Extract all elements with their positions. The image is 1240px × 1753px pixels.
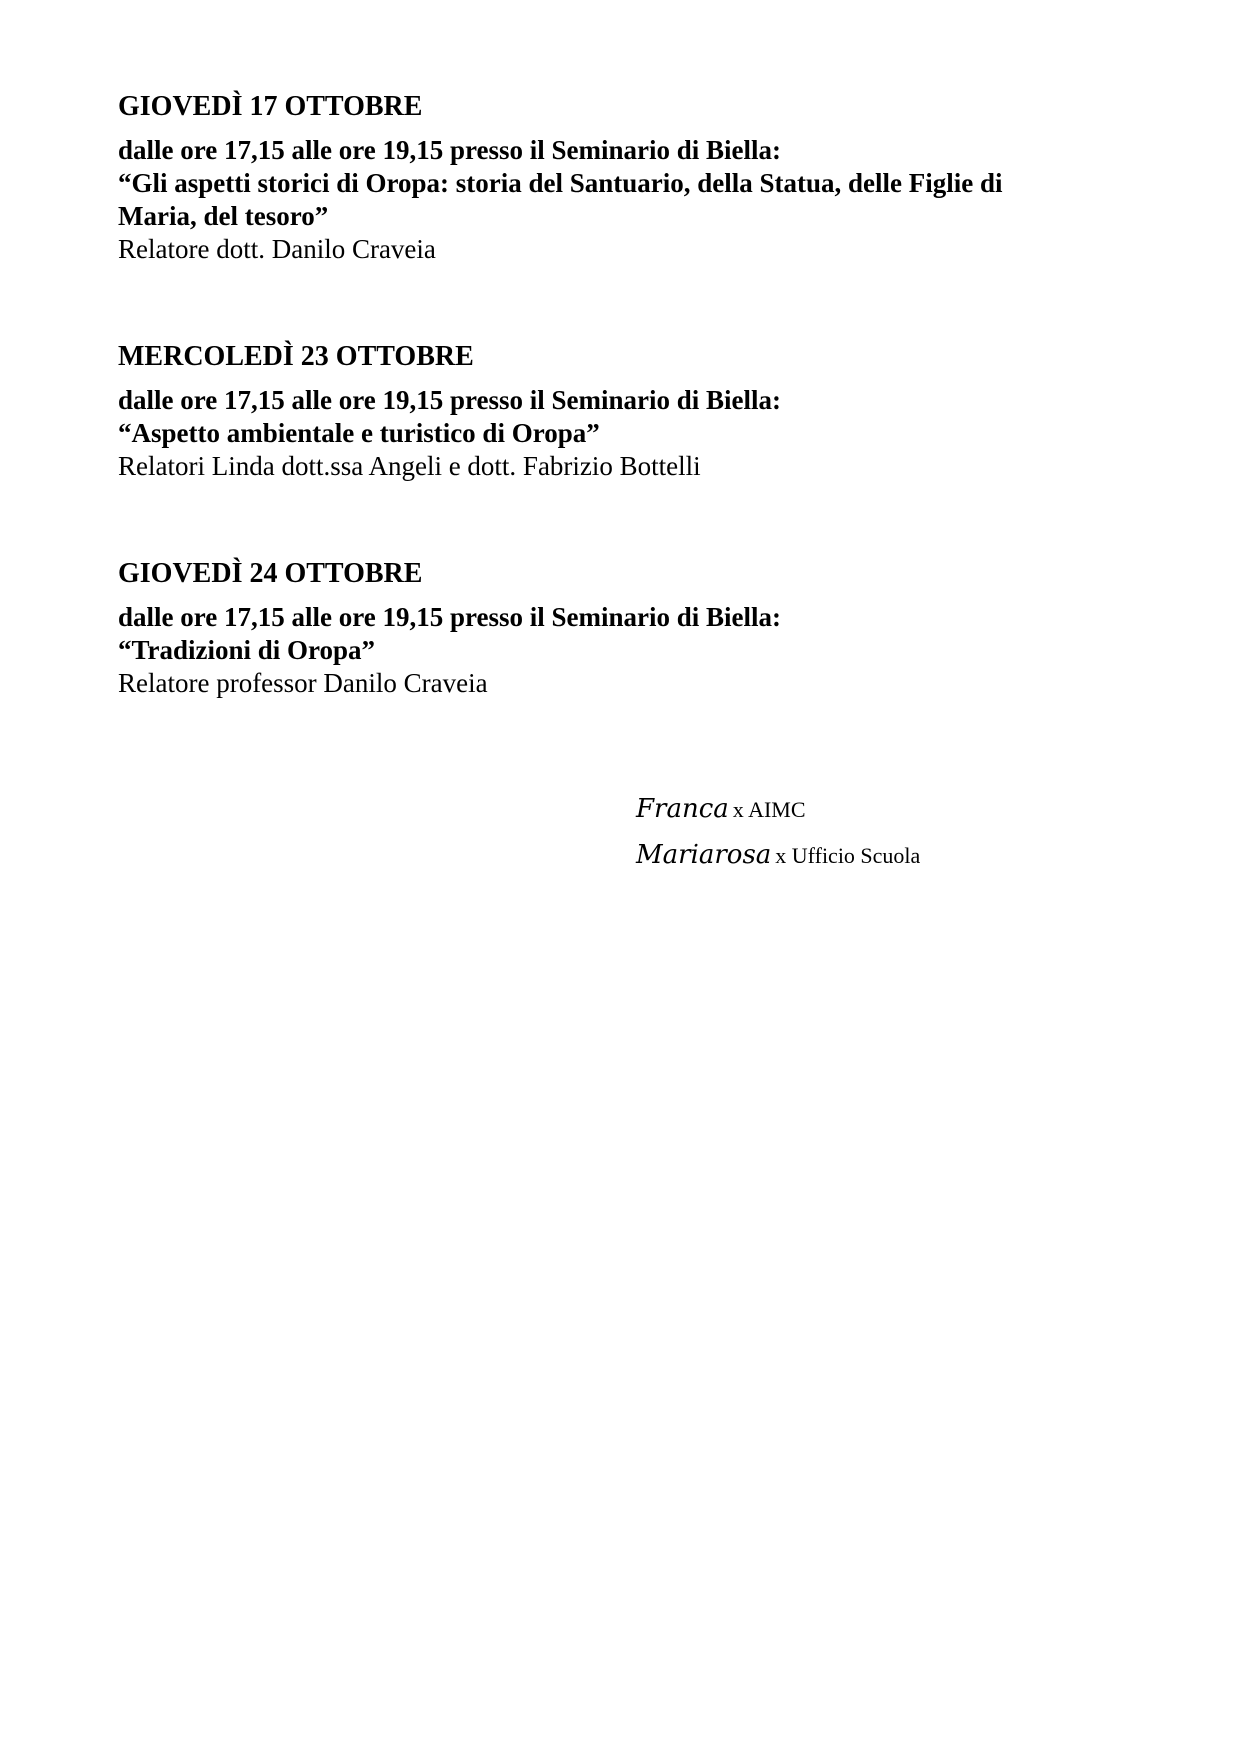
signature-role: x AIMC: [732, 797, 806, 822]
event-title-line: Maria, del tesoro”: [118, 201, 329, 231]
event-title-line: “Tradizioni di Oropa”: [118, 635, 376, 665]
signature-name: Mariarosa: [636, 840, 772, 870]
event-speaker: Relatori Linda dott.ssa Angeli e dott. Fabrizio Bottelli: [118, 451, 701, 481]
event-block-1: [118, 90, 1118, 266]
event-title-line: “Aspetto ambientale e turistico di Oropa”: [118, 418, 600, 448]
event-title-line: “Gli aspetti storici di Oropa: storia del Santuario, della Statua, delle Figlie di: [118, 168, 1003, 198]
event-block-2: [118, 340, 1118, 483]
event-date: MERCOLEDÌ 23 OTTOBRE: [118, 341, 474, 372]
event-block-3: [118, 557, 1118, 700]
signature-name: Franca: [636, 794, 729, 824]
event-time-place: dalle ore 17,15 alle ore 19,15 presso il Seminario di Biella:: [118, 135, 781, 165]
signature-line: [636, 786, 1196, 832]
event-time-place: dalle ore 17,15 alle ore 19,15 presso il Seminario di Biella:: [118, 602, 781, 632]
event-time-place: dalle ore 17,15 alle ore 19,15 presso il Seminario di Biella:: [118, 385, 781, 415]
event-date: GIOVEDÌ 24 OTTOBRE: [118, 558, 423, 589]
event-speaker: Relatore dott. Danilo Craveia: [118, 234, 436, 264]
event-speaker: Relatore professor Danilo Craveia: [118, 668, 488, 698]
signature-line: [636, 832, 1196, 878]
event-date: GIOVEDÌ 17 OTTOBRE: [118, 91, 423, 122]
signature-block: [636, 786, 1196, 878]
signature-role: x Ufficio Scuola: [775, 843, 921, 868]
